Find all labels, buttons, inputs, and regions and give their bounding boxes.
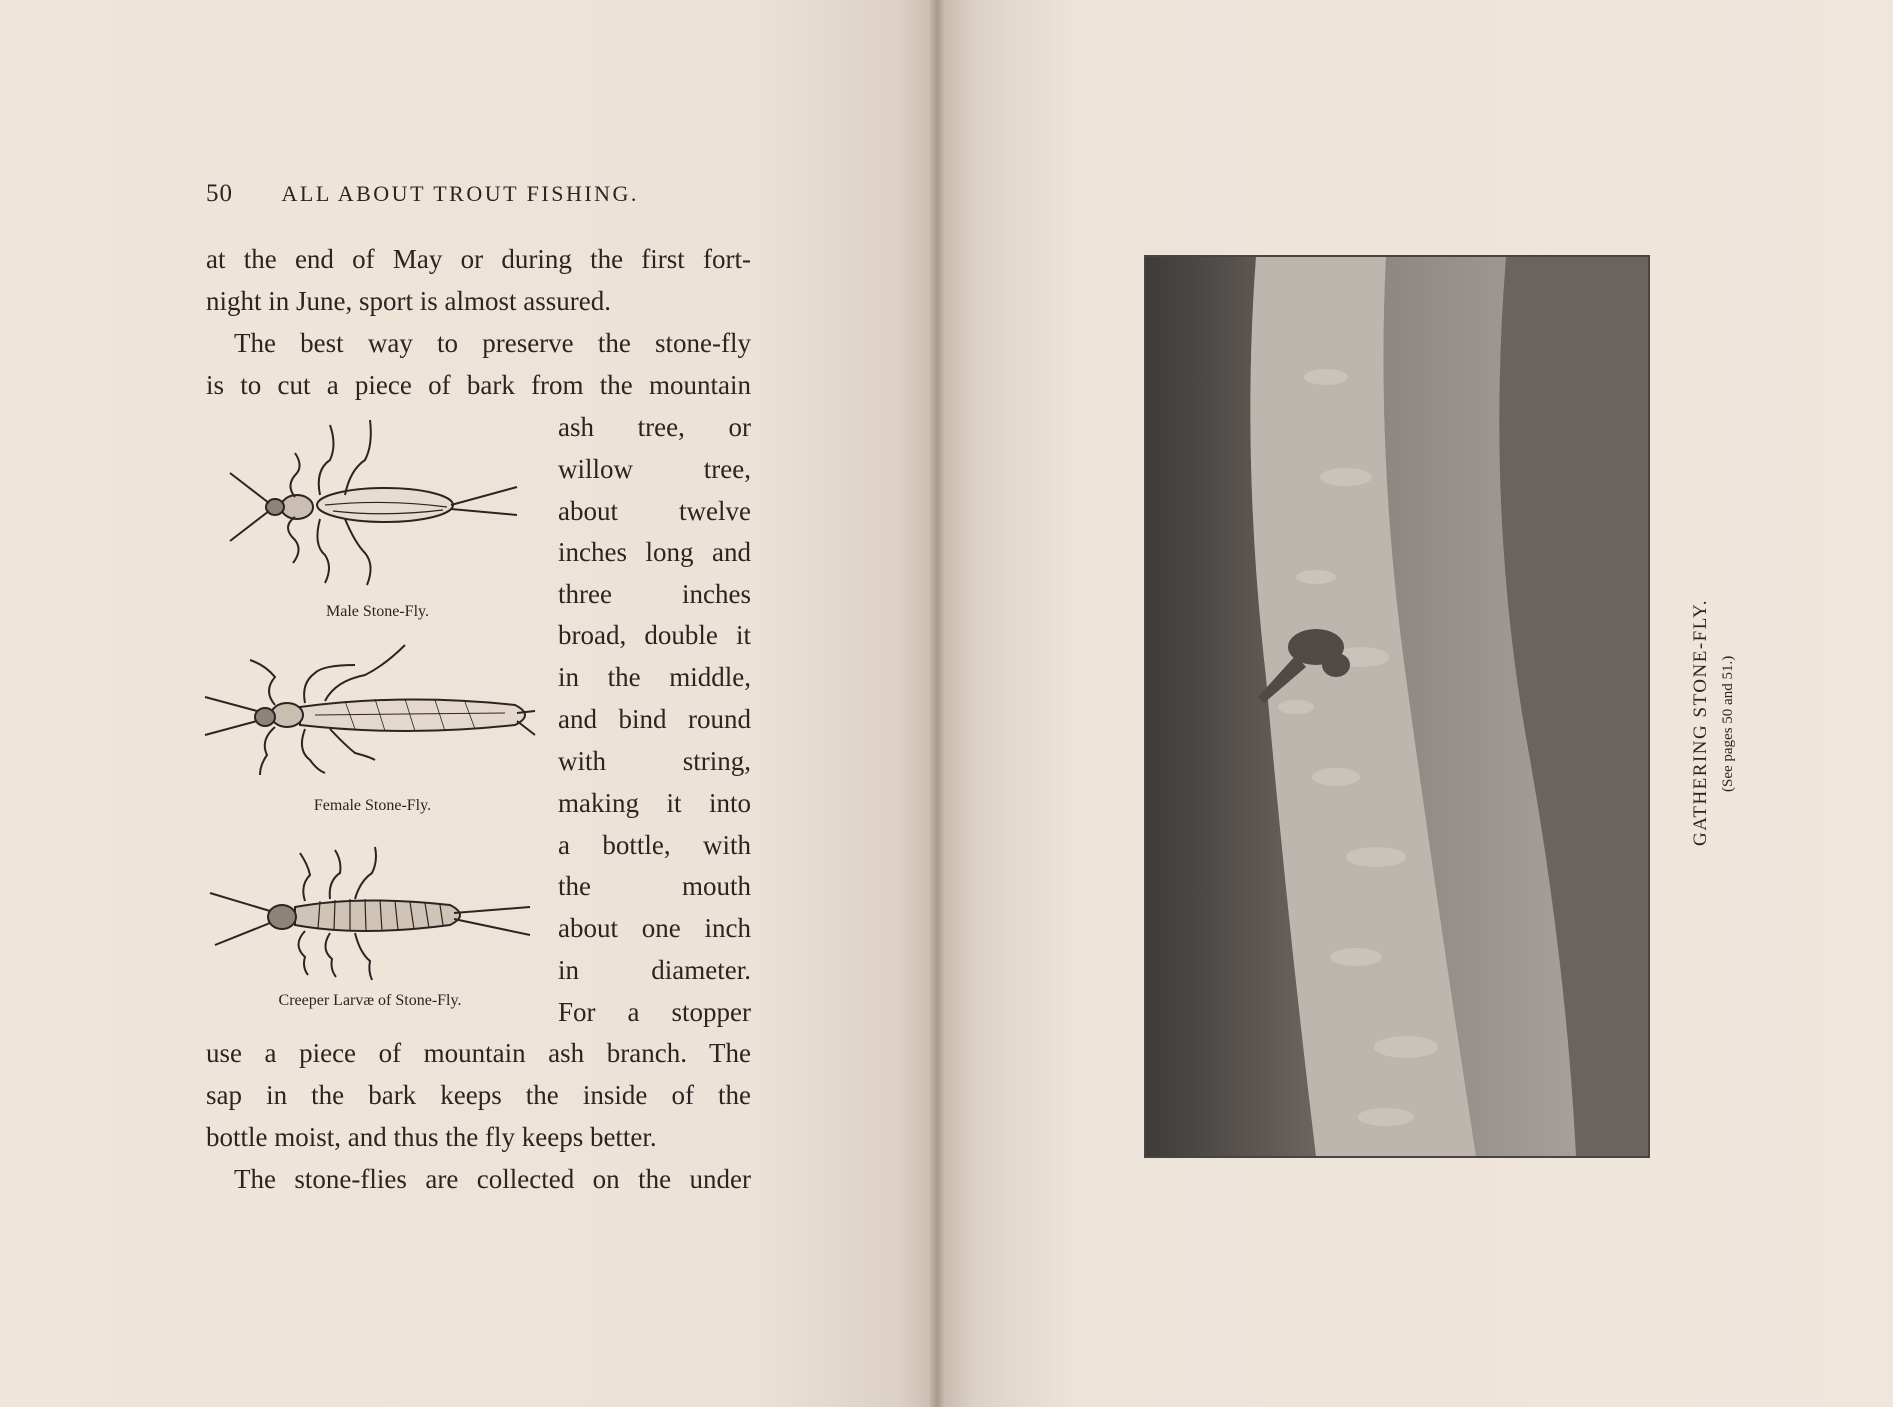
plate-photograph [1144, 255, 1650, 1158]
figure-caption: Creeper Larvæ of Stone-Fly. [278, 992, 462, 1009]
text-line: and bind round [558, 704, 751, 734]
river-scene-image [1146, 257, 1648, 1156]
text-line: willow tree, [558, 454, 751, 484]
running-title: ALL ABOUT TROUT FISHING. [281, 181, 639, 206]
running-head [206, 180, 639, 208]
plate-caption: GATHERING STONE-FLY. [1690, 599, 1711, 846]
text-line: sap in the bark keeps the inside of the [206, 1080, 751, 1110]
creeper-larvae-illustration [210, 845, 530, 985]
figure-caption: Male Stone-Fly. [326, 603, 429, 620]
text-line: making it into [558, 788, 751, 818]
text-line: inches long and [558, 537, 751, 567]
text-line: about twelve [558, 496, 751, 526]
text-line: three inches [558, 579, 751, 609]
text-line: with string, [558, 746, 751, 776]
female-stone-fly-illustration [205, 645, 540, 785]
plate-reference: (See pages 50 and 51.) [1720, 655, 1736, 792]
figure-caption: Female Stone-Fly. [313, 797, 432, 814]
text-line: in the middle, [558, 662, 751, 692]
text-line: the mouth [558, 871, 751, 901]
page-number: 50 [206, 180, 233, 207]
text-line: a bottle, with [558, 830, 751, 860]
text-line: ash tree, or [558, 412, 751, 442]
text-line: bottle moist, and thus the fly keeps better. [206, 1122, 657, 1152]
text-line: broad, double it [558, 620, 751, 650]
text-line: at the end of May or during the first fort- [206, 244, 751, 274]
text-line: For a stopper [558, 997, 751, 1027]
text-line: use a piece of mountain ash branch. The [206, 1038, 751, 1068]
text-line: The best way to preserve the stone-fly [234, 328, 751, 358]
book-gutter [930, 0, 944, 1407]
text-line: in diameter. [558, 955, 751, 985]
text-line: about one inch [558, 913, 751, 943]
text-line: is to cut a piece of bark from the mountain [206, 370, 751, 400]
text-line: night in June, sport is almost assured. [206, 286, 611, 316]
male-stone-fly-illustration [225, 415, 530, 595]
text-line: The stone-flies are collected on the under [234, 1164, 751, 1194]
